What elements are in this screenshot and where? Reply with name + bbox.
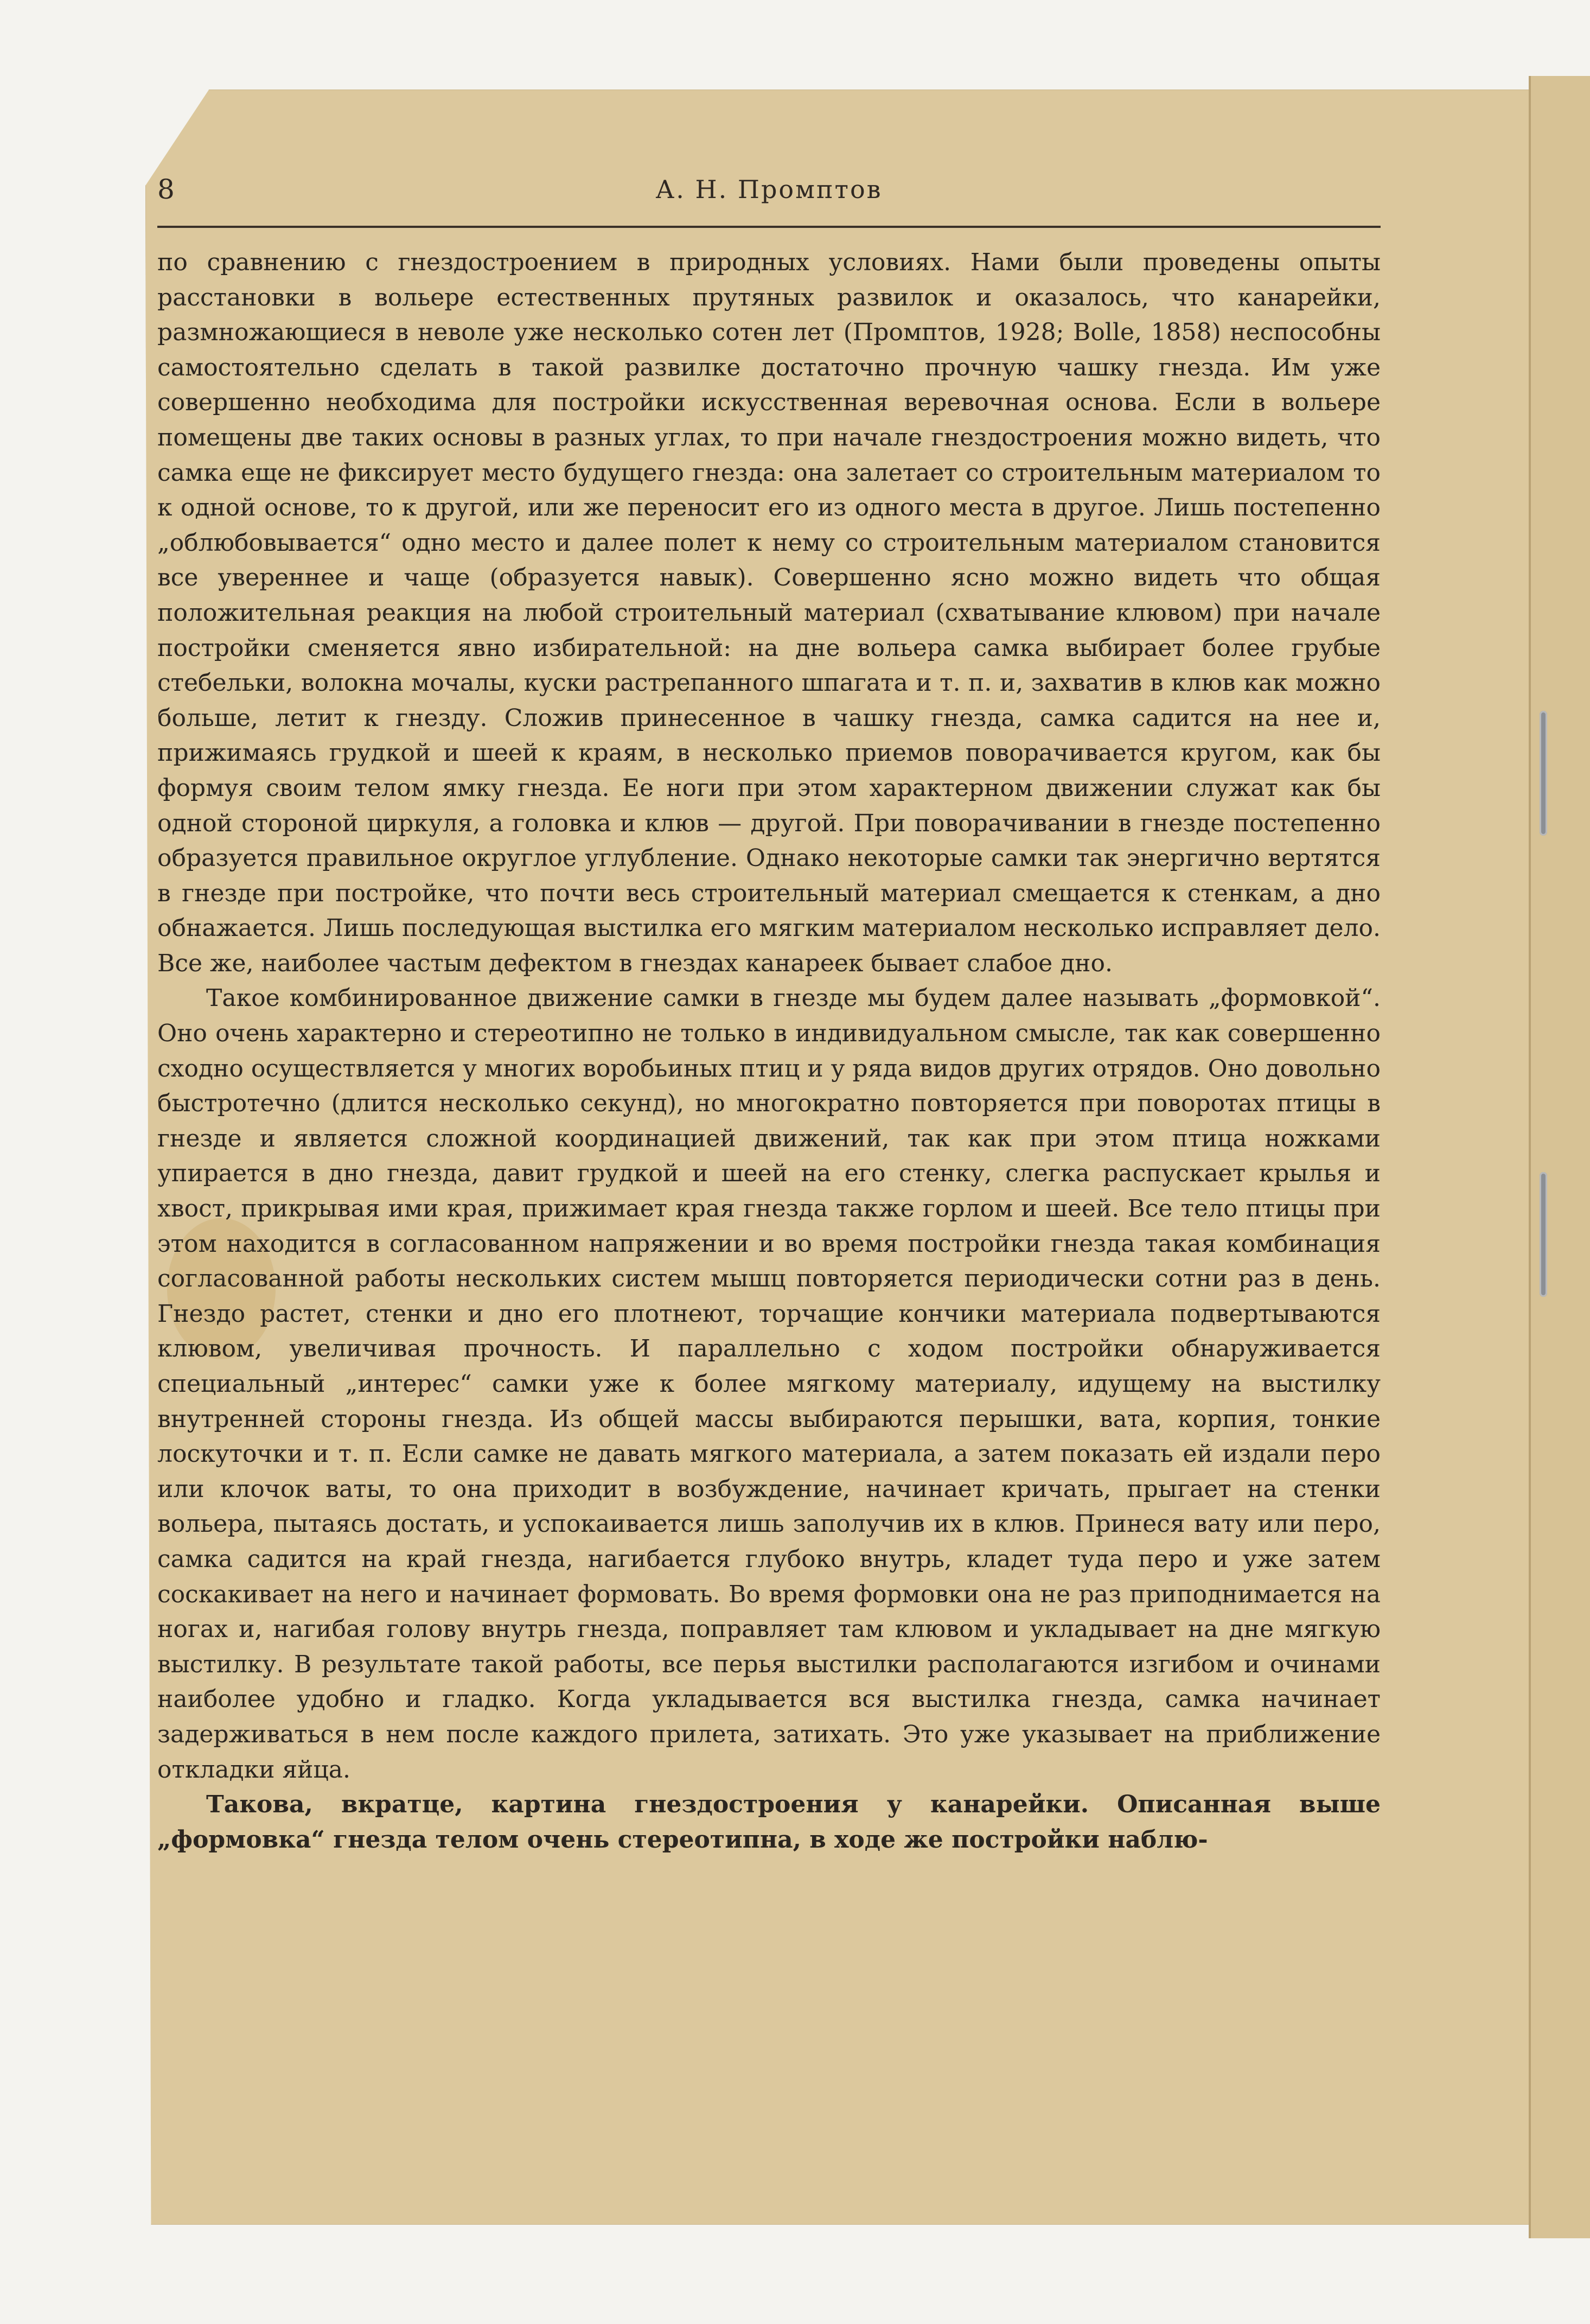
page-header (157, 174, 1381, 228)
staple-bottom (1540, 1172, 1547, 1297)
facing-page-edge (1529, 76, 1590, 2238)
paragraph: Такое комбинированное движение самки в гнезде мы будем далее называть „формовкой“. Оно очень характерно и стереотипно не только в индивидуальном смысле, так как совершенно сходно осуществляется у многих воробьиных птиц и у ряда видов других отрядов. Оно довольно быстротечно (длится несколько секунд), но многократно повторяется при поворотах птицы в гнезде и является сложной координацией движений, так как при этом птица ножками упирается в дно гнезда, давит грудкой и шеей на его стенку, слегка распускает крылья и хвост, прикрывая ими края, прижимает края гнезда также горлом и шеей. Все тело птицы при этом находится в согласованном напряжении и во время постройки гнезда такая комбинация согласованной работы нескольких систем мышц повторяется периодически сотни раз в день. Гнездо растет, стенки и дно его плотнеют, торчащие кончики материала подвертываются клювом, увеличивая прочность. И параллельно с ходом постройки обнаруживается специальный „интерес“ самки уже к более мягкому материалу, идущему на выстилку внутренней стороны гнезда. Из общей массы выбираются перышки, вата, корпия, тонкие лоскуточки и т. п. Если самке не давать мягкого материала, а затем показать ей издали перо или клочок ваты, то она приходит в возбуждение, начинает кричать, прыгает на стенки вольера, пытаясь достать, и успокаивается лишь заполучив их в клюв. Принеся вату или перо, самка садится на край гнезда, нагибается глубоко внутрь, кладет туда перо и уже затем соскакивает на него и начинает формовать. Во время формовки она не раз приподнимается на ногах и, нагибая голову внутрь гнезда, поправляет там клювом и укладывает на дне мягкую выстилку. В результате такой работы, все перья выстилки располагаются изгибом и очинами наиболее удобно и гладко. Когда укладывается вся выстилка гнезда, самка начинает задерживаться в нем после каждого прилета, затихать. Это уже указывает на приближение откладки яйца. (157, 984, 1381, 1784)
paragraph: по сравнению с гнездостроением в природных условиях. Нами были проведены опыты расстановки в вольере естественных прутяных развилок и оказалось, что канарейки, размножающиеся в неволе уже несколько сотен лет (Промптов, 1928; Bolle, 1858) неспособны самостоятельно сделать в такой развилке достаточно прочную чашку гнезда. Им уже совершенно необходима для постройки искусственная веревочная основа. Если в вольере помещены две таких основы в разных углах, то при начале гнездостроения можно видеть, что самка еще не фиксирует место будущего гнезда: она залетает со строительным материалом то к одной основе, то к другой, или же переносит его из одного места в другое. Лишь постепенно „облюбовывается“ одно место и далее полет к нему со строительным материалом становится все увереннее и чаще (образуется навык). Совершенно ясно можно видеть что общая положительная реакция на любой строительный материал (схватывание клювом) при начале постройки сменяется явно избирательной: на дне вольера самка выбирает более грубые стебельки, волокна мочалы, куски растрепанного шпагата и т. п. и, захватив в клюв как можно больше, летит к гнезду. Сложив принесенное в чашку гнезда, самка садится на нее и, прижимаясь грудкой и шеей к краям, в несколько приемов поворачивается кругом, как бы формуя своим телом ямку гнезда. Ее ноги при этом характерном движении служат как бы одной стороной циркуля, а головка и клюв — другой. При поворачивании в гнезде постепенно образуется правильное округлое углубление. Однако некоторые самки так энергично вертятся в гнезде при постройке, что почти весь строительный материал смещается к стенкам, а дно обнажается. Лишь последующая выстилка его мягким материалом несколько исправляет дело. Все же, наиболее частым дефектом в гнездах канареек бывает слабое дно. (157, 249, 1381, 977)
paragraph: Такова, вкратце, картина гнездостроения у канарейки. Описанная выше „формовка“ гнезда телом очень стереотипна, в ходе же постройки наблю- (157, 1791, 1381, 1854)
body-text (157, 245, 1381, 2074)
staple-top (1540, 711, 1547, 836)
running-head: А. Н. Промптов (655, 175, 883, 204)
page-number: 8 (157, 174, 175, 205)
